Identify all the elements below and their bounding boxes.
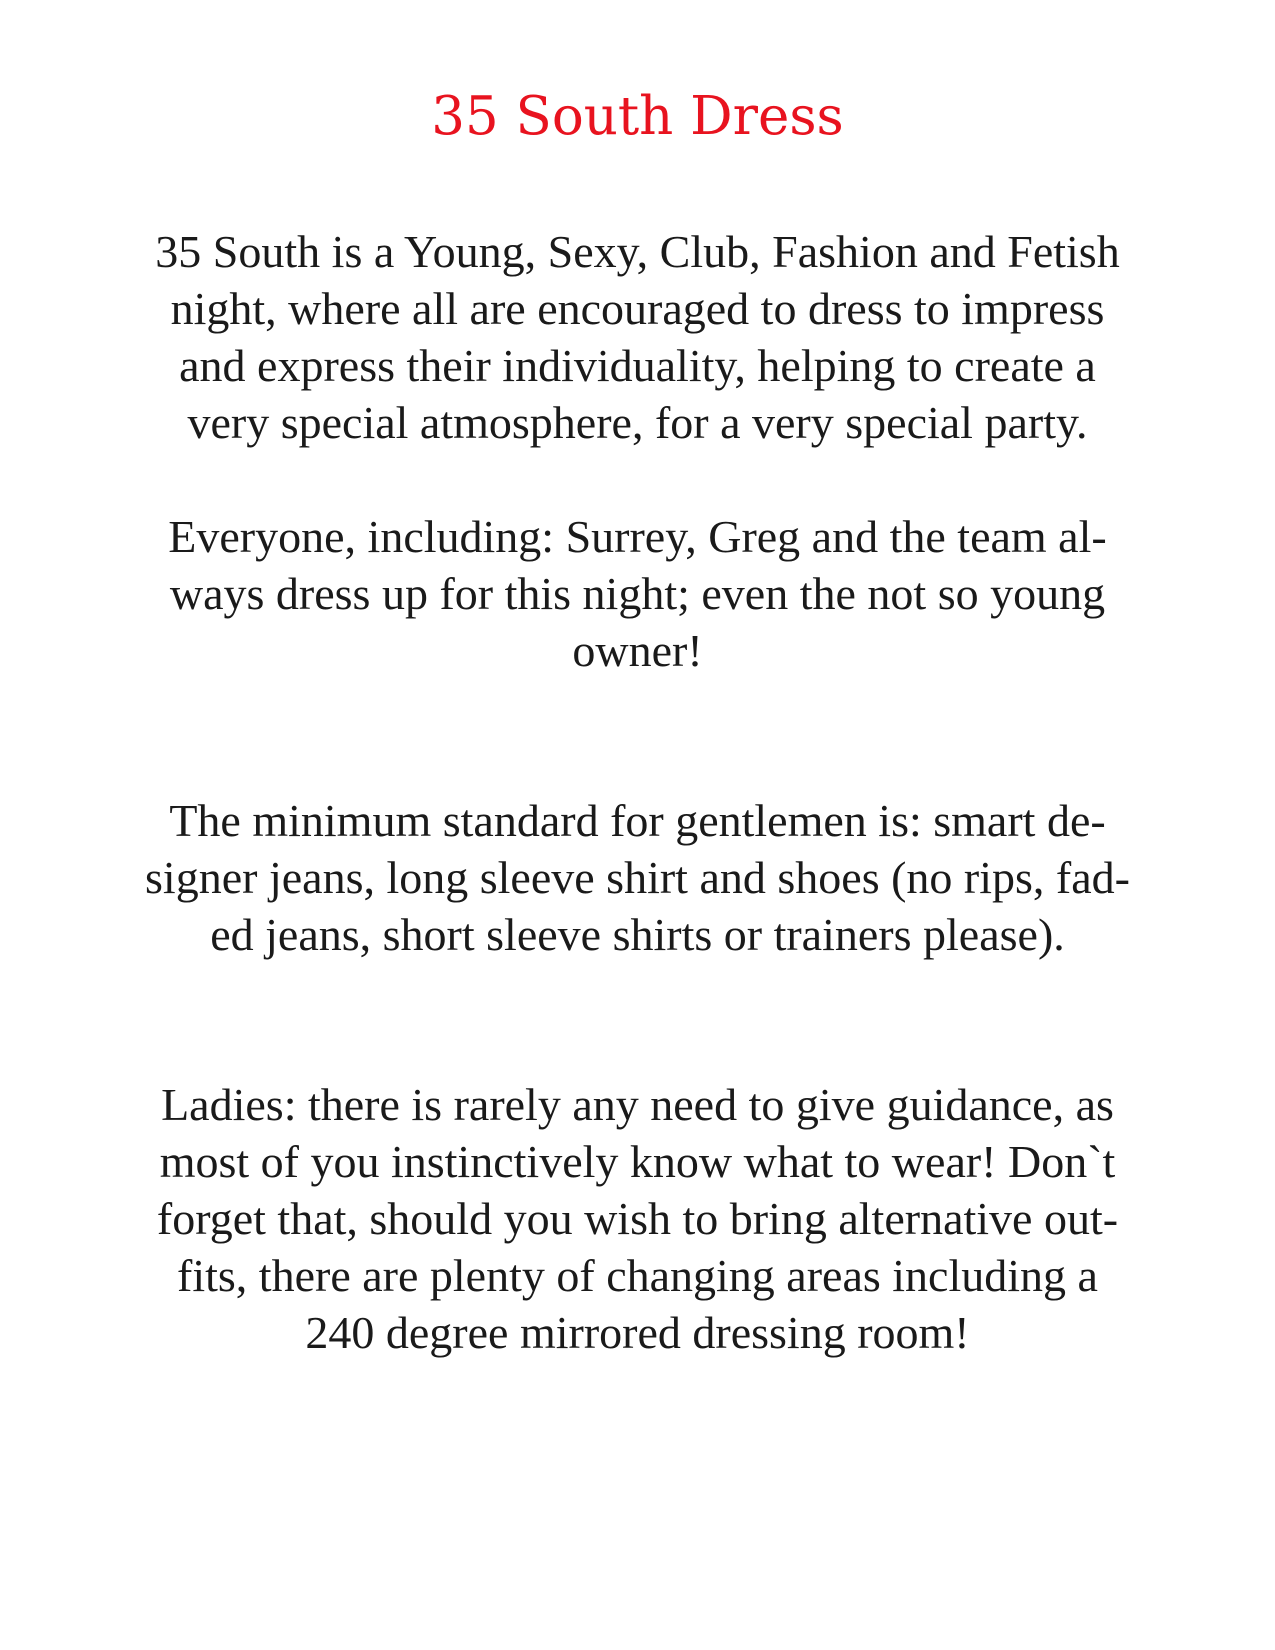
paragraph-line: 240 degree mirrored dressing room!: [305, 1307, 970, 1358]
paragraph-line: fits, there are plenty of changing areas including a: [177, 1250, 1098, 1301]
paragraph-line: most of you instinctively know what to wear! Don`t: [159, 1136, 1116, 1187]
paragraph-ladies: [80, 1076, 1195, 1361]
paragraph-intro: [80, 223, 1195, 451]
paragraph-gentlemen: [80, 792, 1195, 963]
paragraph-line: 35 South is a Young, Sexy, Club, Fashion and Fetish: [155, 226, 1120, 277]
paragraph-line: very special atmosphere, for a very special party.: [187, 397, 1088, 448]
paragraph-line: ed jeans, short sleeve shirts or trainers please).: [210, 909, 1065, 960]
paragraph-team: [80, 508, 1195, 679]
paragraph-line: Everyone, including: Surrey, Greg and the team al-: [168, 511, 1107, 562]
paragraph-line: and express their individuality, helping to create a: [179, 340, 1096, 391]
paragraph-line: The minimum standard for gentlemen is: smart de-: [169, 795, 1106, 846]
page-title: 35 South Dress: [431, 86, 844, 147]
paragraph-line: Ladies: there is rarely any need to give guidance, as: [161, 1079, 1114, 1130]
paragraph-line: night, where all are encouraged to dress to impress: [170, 283, 1105, 334]
paragraph-line: owner!: [572, 625, 703, 676]
paragraph-line: signer jeans, long sleeve shirt and shoes (no rips, fad-: [145, 852, 1130, 903]
paragraph-line: ways dress up for this night; even the not so young: [169, 568, 1106, 619]
paragraph-line: forget that, should you wish to bring alternative out-: [156, 1193, 1119, 1244]
